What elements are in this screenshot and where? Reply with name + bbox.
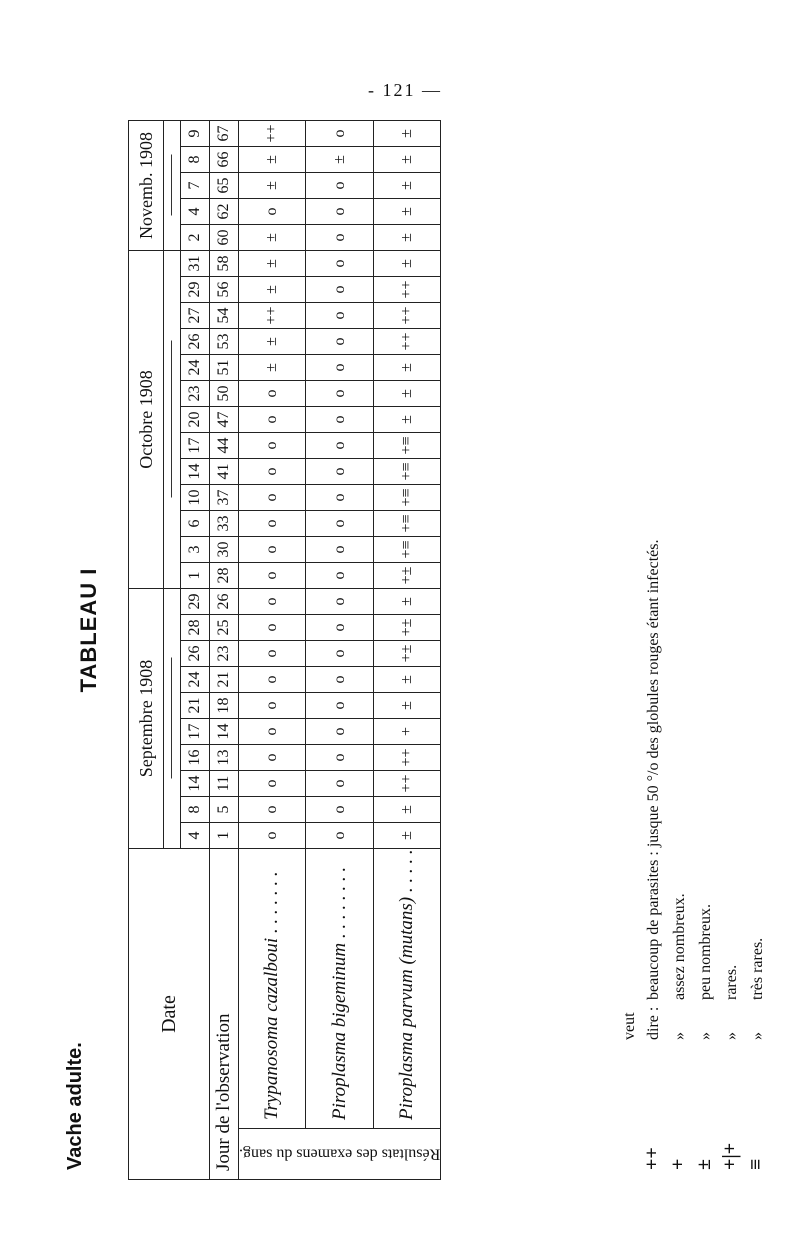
date-cell: 28 (181, 615, 210, 641)
bigeminum-cell: o (306, 355, 373, 381)
table-title: TABLEAU I (76, 567, 101, 693)
date-header: Date (129, 849, 210, 1180)
bigeminum-cell: o (306, 433, 373, 459)
day-cell: 26 (210, 589, 239, 615)
trypanosoma-cell: o (239, 693, 306, 719)
trypanosoma-cell: ++ (239, 303, 306, 329)
rotated-page (64, 80, 767, 1180)
trypanosoma-cell: o (239, 407, 306, 433)
days-row (210, 121, 239, 1180)
day-cell: 25 (210, 615, 239, 641)
date-cell: 14 (181, 459, 210, 485)
date-cell: 20 (181, 407, 210, 433)
trypanosoma-cell: ++ (239, 121, 306, 147)
bigeminum-cell: o (306, 615, 373, 641)
day-cell: 54 (210, 303, 239, 329)
parvum-cell: +≡ (373, 485, 440, 511)
date-cell: 29 (181, 277, 210, 303)
parvum-cell: ++ (373, 745, 440, 771)
day-cell: 53 (210, 329, 239, 355)
trypanosoma-cell: o (239, 615, 306, 641)
parvum-cell: ± (373, 407, 440, 433)
trypanosoma-cell: ± (239, 147, 306, 173)
bigeminum-cell: o (306, 251, 373, 277)
day-cell: 11 (210, 771, 239, 797)
legend-indicator: » (671, 1032, 688, 1040)
trypanosoma-cell: ± (239, 173, 306, 199)
bigeminum-cell: o (306, 563, 373, 589)
date-cell: 1 (181, 563, 210, 589)
day-cell: 13 (210, 745, 239, 771)
trypanosoma-row (239, 121, 306, 1180)
parvum-cell: +± (373, 615, 440, 641)
bigeminum-cell: o (306, 329, 373, 355)
day-cell: 62 (210, 199, 239, 225)
parvum-cell: ± (373, 225, 440, 251)
parvum-cell: ± (373, 199, 440, 225)
parvum-cell: ++ (373, 329, 440, 355)
parvum-cell: +≡ (373, 537, 440, 563)
date-cell: 2 (181, 225, 210, 251)
date-cell: 17 (181, 719, 210, 745)
parvum-cell: +≡ (373, 459, 440, 485)
day-cell: 37 (210, 485, 239, 511)
bigeminum-cell: o (306, 771, 373, 797)
parvum-cell: ± (373, 797, 440, 823)
month-header: Octobre 1908 (129, 251, 164, 589)
day-cell: 47 (210, 407, 239, 433)
legend-indicator: » (723, 1032, 740, 1040)
legend-text: assez nombreux. (671, 893, 688, 1000)
parvum-cell: ± (373, 589, 440, 615)
day-cell: 50 (210, 381, 239, 407)
parvum-cell: + (373, 719, 440, 745)
bigeminum-cell: o (306, 173, 373, 199)
day-cell: 51 (210, 355, 239, 381)
day-label: Jour de l'observation (210, 849, 239, 1180)
trypanosoma-cell: o (239, 199, 306, 225)
legend-item (718, 540, 744, 1171)
date-cell: 29 (181, 589, 210, 615)
parvum-cell: ± (373, 693, 440, 719)
trypanosoma-cell: ± (239, 277, 306, 303)
legend-symbol: ± (693, 1159, 715, 1170)
observation-table (128, 120, 441, 1180)
day-cell: 30 (210, 537, 239, 563)
parvum-cell: ± (373, 667, 440, 693)
bigeminum-row (306, 121, 373, 1180)
bigeminum-cell: o (306, 797, 373, 823)
bigeminum-cell: o (306, 745, 373, 771)
trypanosoma-cell: o (239, 797, 306, 823)
bigeminum-cell: o (306, 719, 373, 745)
date-cell: 26 (181, 329, 210, 355)
day-cell: 5 (210, 797, 239, 823)
month-header: Septembre 1908 (129, 589, 164, 849)
trypanosoma-cell: o (239, 433, 306, 459)
months-row (129, 121, 164, 1180)
date-cell: 4 (181, 199, 210, 225)
month-header: Novemb. 1908 (129, 121, 164, 251)
date-cell: 3 (181, 537, 210, 563)
legend-symbol: + (667, 1158, 689, 1170)
legend-indicator: » (697, 1032, 714, 1040)
day-cell: 65 (210, 173, 239, 199)
parvum-cell: +± (373, 563, 440, 589)
legend-symbol: ≡ (745, 1158, 767, 1170)
trypanosoma-cell: o (239, 823, 306, 849)
trypanosoma-cell: ± (239, 251, 306, 277)
day-cell: 14 (210, 719, 239, 745)
legend-item (666, 540, 692, 1171)
legend-text: très rares. (749, 937, 766, 1000)
bigeminum-cell: o (306, 693, 373, 719)
parvum-cell: ± (373, 355, 440, 381)
legend-item (692, 540, 718, 1171)
side-label: Résultats des examens du sang. (239, 1129, 441, 1180)
date-cell: 6 (181, 511, 210, 537)
legend-text: peu nombreux. (697, 904, 714, 1000)
parvum-cell: +≡ (373, 511, 440, 537)
parvum-cell: ++ (373, 277, 440, 303)
date-cell: 24 (181, 667, 210, 693)
date-cell: 21 (181, 693, 210, 719)
bigeminum-cell: o (306, 381, 373, 407)
day-cell: 56 (210, 277, 239, 303)
legend (618, 540, 770, 1171)
date-cell: 16 (181, 745, 210, 771)
day-cell: 23 (210, 641, 239, 667)
trypanosoma-cell: o (239, 667, 306, 693)
parvum-cell: +± (373, 641, 440, 667)
legend-symbol: +|+ (719, 1142, 741, 1170)
legend-item (744, 540, 770, 1171)
trypanosoma-cell: o (239, 641, 306, 667)
parvum-cell: ± (373, 121, 440, 147)
bigeminum-cell: o (306, 121, 373, 147)
date-cell: 26 (181, 641, 210, 667)
day-cell: 28 (210, 563, 239, 589)
day-cell: 66 (210, 147, 239, 173)
bigeminum-cell: o (306, 199, 373, 225)
date-cell: 24 (181, 355, 210, 381)
parvum-cell: ++ (373, 303, 440, 329)
parvum-cell: ± (373, 147, 440, 173)
date-cell: 7 (181, 173, 210, 199)
day-cell: 33 (210, 511, 239, 537)
trypanosoma-cell: o (239, 745, 306, 771)
date-cell: 10 (181, 485, 210, 511)
legend-symbol: ++ (641, 1147, 663, 1170)
month-brace: ⎯⎯⎯⎯⎯⎯⎯⎯⎯⎯⎯⎯⎯⎯⎯⎯⎯⎯⎯⎯ (164, 589, 181, 849)
legend-indicator: veut dire : (621, 1006, 662, 1040)
date-cell: 23 (181, 381, 210, 407)
month-brace: ⎯⎯⎯⎯⎯⎯⎯⎯⎯⎯ (164, 121, 181, 251)
trypanosoma-cell: ± (239, 355, 306, 381)
bigeminum-cell: o (306, 589, 373, 615)
parvum-cell: ± (373, 823, 440, 849)
page-number: - 121 — (368, 80, 442, 100)
legend-text: beaucoup de parasites : jusque 50 °/o des globules rouges étant infectés. (645, 539, 662, 1000)
day-cell: 44 (210, 433, 239, 459)
legend-item (618, 540, 666, 1171)
date-cell: 17 (181, 433, 210, 459)
bigeminum-cell: o (306, 667, 373, 693)
trypanosoma-cell: ± (239, 329, 306, 355)
bigeminum-cell: o (306, 225, 373, 251)
bigeminum-cell: o (306, 303, 373, 329)
day-cell: 67 (210, 121, 239, 147)
parvum-cell: ± (373, 173, 440, 199)
day-cell: 41 (210, 459, 239, 485)
trypanosoma-cell: o (239, 563, 306, 589)
bigeminum-cell: o (306, 537, 373, 563)
parvum-cell: ± (373, 251, 440, 277)
trypanosoma-label: Trypanosoma cazalboui . . . . . . . (239, 849, 306, 1129)
trypanosoma-cell: o (239, 511, 306, 537)
date-cell: 9 (181, 121, 210, 147)
date-cell: 14 (181, 771, 210, 797)
bigeminum-cell: o (306, 823, 373, 849)
parvum-cell: ± (373, 381, 440, 407)
date-cell: 8 (181, 147, 210, 173)
day-cell: 21 (210, 667, 239, 693)
date-cell: 8 (181, 797, 210, 823)
bigeminum-cell: o (306, 641, 373, 667)
bigeminum-cell: ± (306, 147, 373, 173)
trypanosoma-cell: o (239, 537, 306, 563)
day-cell: 1 (210, 823, 239, 849)
trypanosoma-cell: o (239, 485, 306, 511)
legend-text: rares. (723, 964, 740, 1000)
subject-label: Vache adulte. (64, 1042, 86, 1170)
trypanosoma-cell: ± (239, 225, 306, 251)
bigeminum-cell: o (306, 485, 373, 511)
bigeminum-label: Piroplasma bigeminum . . . . . . . . (306, 849, 373, 1129)
trypanosoma-cell: o (239, 589, 306, 615)
bigeminum-cell: o (306, 407, 373, 433)
month-brace: ⎯⎯⎯⎯⎯⎯⎯⎯⎯⎯⎯⎯⎯⎯⎯⎯⎯⎯⎯⎯⎯⎯⎯⎯⎯⎯ (164, 251, 181, 589)
day-cell: 18 (210, 693, 239, 719)
day-cell: 58 (210, 251, 239, 277)
bigeminum-cell: o (306, 277, 373, 303)
parvum-cell: +≡ (373, 433, 440, 459)
date-cell: 31 (181, 251, 210, 277)
trypanosoma-cell: o (239, 719, 306, 745)
bigeminum-cell: o (306, 511, 373, 537)
parvum-cell: ++ (373, 771, 440, 797)
day-cell: 60 (210, 225, 239, 251)
legend-indicator: » (749, 1032, 766, 1040)
trypanosoma-cell: o (239, 771, 306, 797)
parvum-row (373, 121, 440, 1180)
trypanosoma-cell: o (239, 459, 306, 485)
bigeminum-cell: o (306, 459, 373, 485)
parvum-label: Piroplasma parvum (mutans) . . . . . (373, 849, 440, 1129)
date-cell: 27 (181, 303, 210, 329)
trypanosoma-cell: o (239, 381, 306, 407)
date-cell: 4 (181, 823, 210, 849)
